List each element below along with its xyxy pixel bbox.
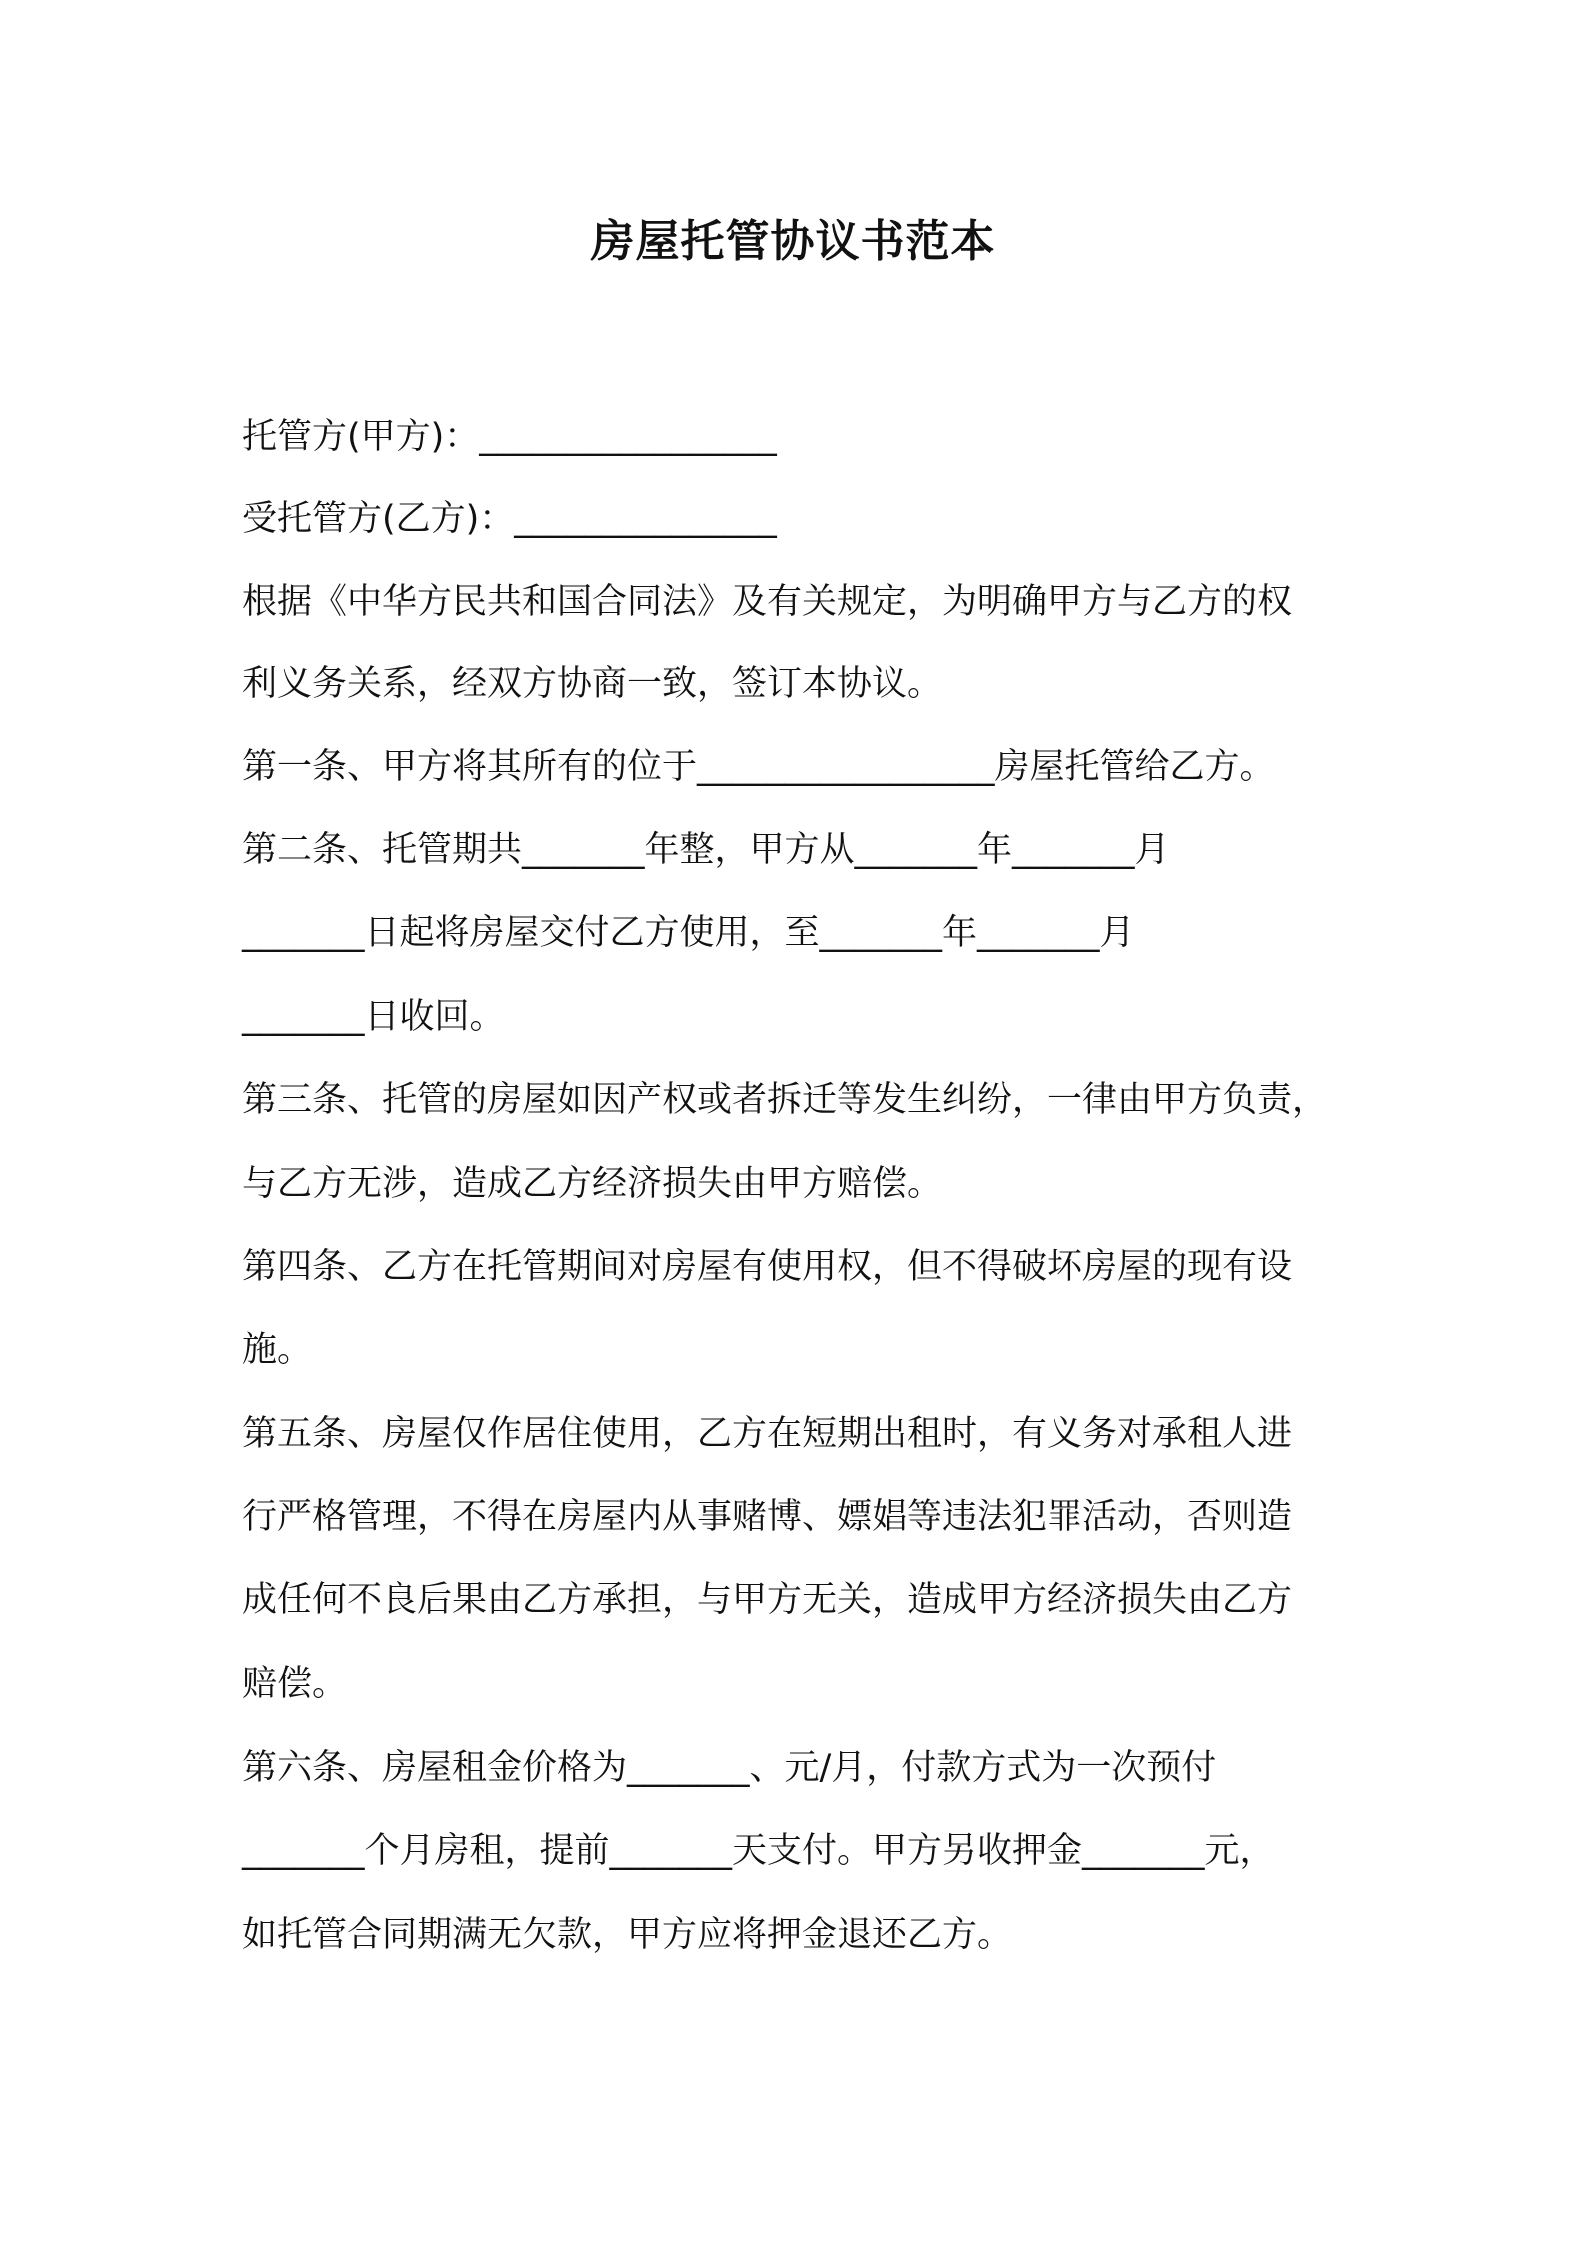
document-title: 房屋托管协议书范本 (590, 216, 996, 267)
article-2-line-2: _______日起将房屋交付乙方使用，至_______年_______月 (242, 913, 1135, 953)
article-2-line-1: 第二条、托管期共_______年整，甲方从_______年_______月 (242, 830, 1170, 870)
article-3-line-1: 第三条、托管的房屋如因产权或者拆迁等发生纠纷，一律由甲方负责， (242, 1080, 1328, 1120)
preamble-line-1: 根据《中华方民共和国合同法》及有关规定，为明确甲方与乙方的权 (242, 582, 1293, 622)
party-a-line: 托管方(甲方)：_________________ (242, 417, 777, 457)
article-5-line-2: 行严格管理，不得在房屋内从事赌博、嫖娼等违法犯罪活动，否则造 (242, 1497, 1293, 1537)
article-1-line-1: 第一条、甲方将其所有的位于_________________房屋托管给乙方。 (242, 747, 1275, 787)
article-5-line-1: 第五条、房屋仅作居住使用，乙方在短期出租时，有义务对承租人进 (242, 1414, 1293, 1454)
article-5-line-4: 赔偿。 (242, 1664, 348, 1704)
article-6-line-1: 第六条、房屋租金价格为_______、元/月，付款方式为一次预付 (242, 1748, 1217, 1788)
article-4-line-1: 第四条、乙方在托管期间对房屋有使用权，但不得破坏房屋的现有设 (242, 1247, 1293, 1287)
article-2-line-3: _______日收回。 (242, 997, 505, 1037)
party-b-line: 受托管方(乙方)：_______________ (242, 499, 777, 539)
article-3-line-2: 与乙方无涉，造成乙方经济损失由甲方赔偿。 (242, 1164, 943, 1204)
article-5-line-3: 成任何不良后果由乙方承担，与甲方无关，造成甲方经济损失由乙方 (242, 1580, 1293, 1620)
article-6-line-2: _______个月房租，提前_______天支付。甲方另收押金_______元， (242, 1831, 1275, 1871)
article-6-line-3: 如托管合同期满无欠款，甲方应将押金退还乙方。 (242, 1915, 1013, 1955)
article-4-line-2: 施。 (242, 1330, 313, 1370)
preamble-line-2: 利义务关系，经双方协商一致，签订本协议。 (242, 664, 943, 704)
